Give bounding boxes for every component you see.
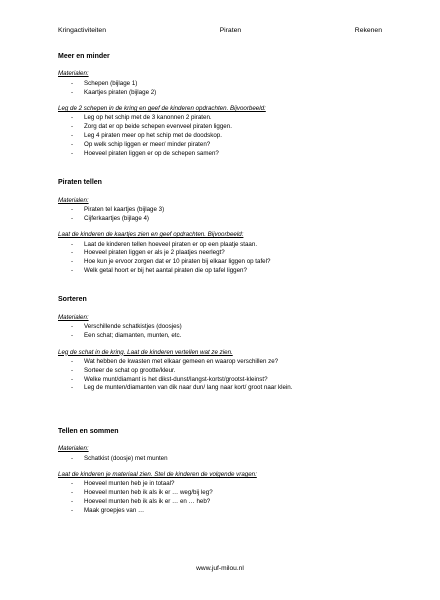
header-center: Piraten [219,27,242,34]
list-item: - Leg op het schip met de 3 kanonnen 2 piraten. [58,114,400,122]
list-item: - Hoeveel munten heb ik als ik er … en … heb? [58,498,400,506]
page-content [58,52,400,535]
list-item: - Welke munt/diamant is het dikst-dunst/langst-kortst/grootst-kleinst? [58,376,400,384]
list-item: - Wat hebben de kwasten met elkaar gemeen en waarop verschillen ze? [58,358,400,366]
materials-list [58,206,400,223]
list-item: - Hoeveel munten heb je in totaal? [58,480,400,488]
task-list [58,114,400,158]
list-item: - Hoeveel piraten liggen er op de schepen samen? [58,150,400,158]
instruction: Leg de 2 schepen in de kring en geef de kinderen opdrachten. Bijvoorbeeld: [58,105,266,113]
list-item: - Hoe kun je ervoor zorgen dat er 10 piraten bij elkaar liggen op tafel? [58,258,400,266]
materials-label: Materialen: [58,70,89,78]
list-item: - Kaartjes piraten (bijlage 2) [58,89,400,97]
task-list [58,480,400,515]
list-item: - Hoeveel munten heb ik als ik er … weg/bij leg? [58,489,400,497]
list-item: - Schepen (bijlage 1) [58,80,400,88]
list-item: - Een schat; diamanten, munten, etc. [58,332,400,340]
list-item: - Cijferkaartjes (bijlage 4) [58,215,400,223]
section-title: Sorteren [58,296,87,304]
materials-label: Materialen: [58,196,89,204]
materials-list [58,323,400,340]
materials-label: Materialen: [58,313,89,321]
instruction: Laat de kinderen je materiaal zien. Stel de kinderen de volgende vragen: [58,470,257,478]
list-item: - Maak groepjes van … [58,507,400,515]
section-title: Piraten tellen [58,179,102,187]
task-list [58,358,400,393]
section-title: Tellen en sommen [58,427,119,435]
section-tellen-en-sommen [58,427,400,515]
list-item: - Hoeveel piraten liggen er als je 2 plaatjes neerlegt? [58,249,400,257]
materials-list [58,80,400,97]
list-item: - Verschillende schatkistjes (doosjes) [58,323,400,331]
list-item: - Leg de munten/diamanten van dik naar dun/ lang naar kort/ groot naar klein. [58,384,400,392]
section-piraten-tellen [58,178,400,275]
footer-website: www.juf-milou.nl [196,565,244,572]
list-item: - Welk getal hoort er bij het aantal piraten die op tafel liggen? [58,267,400,275]
section-meer-en-minder [58,52,400,158]
list-item: - Piraten tel kaartjes (bijlage 3) [58,206,400,214]
list-item: - Schatkist (doosje) met munten [58,455,400,463]
page-header [58,26,382,35]
list-item: - Op welk schip liggen er meer/ minder piraten? [58,141,400,149]
section-title: Meer en minder [58,53,110,60]
list-item: - Zorg dat er op beide schepen evenveel piraten liggen. [58,123,400,131]
header-right: Rekenen [354,27,382,34]
materials-list [58,455,400,463]
list-item: - Laat de kinderen tellen hoeveel piraten er op een plaatje staan. [58,241,400,249]
instruction: Leg de schat in de kring. Laat de kinderen vertellen wat ze zien. [58,348,233,356]
task-list [58,241,400,276]
list-item: - Leg 4 piraten meer op het schip met de doodskop. [58,132,400,140]
materials-label: Materialen: [58,445,89,453]
list-item: - Sorteer de schat op grootte/kleur. [58,367,400,375]
section-sorteren [58,295,400,392]
instruction: Laat de kinderen de kaartjes zien en geef opdrachten. Bijvoorbeeld: [58,231,244,239]
header-left: Kringactiviteiten [58,27,106,34]
